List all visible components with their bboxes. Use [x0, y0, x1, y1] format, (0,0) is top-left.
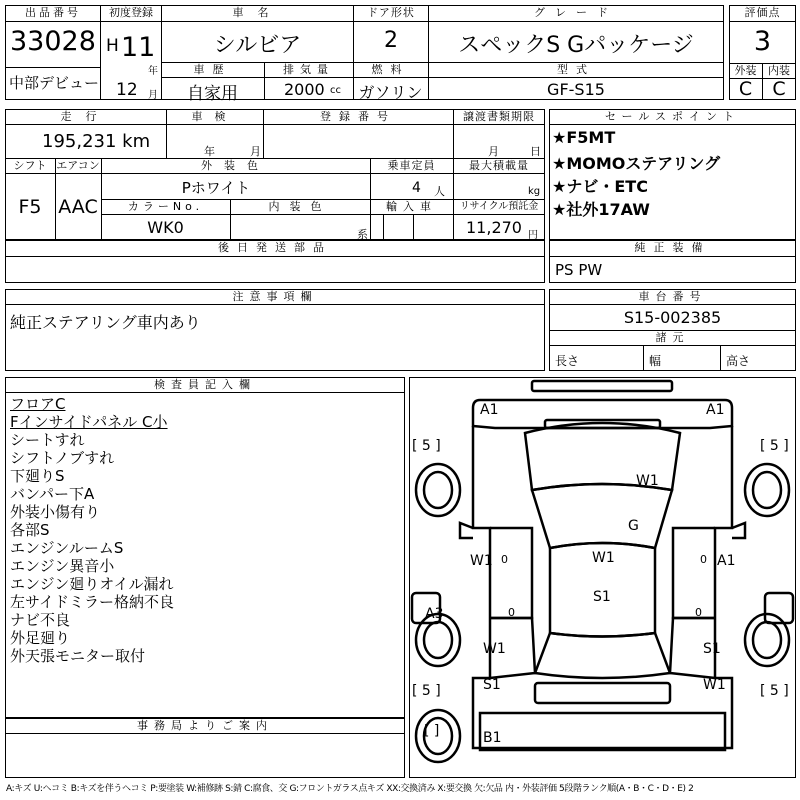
int-color-unit: 系 [357, 228, 368, 241]
interior-grade: C [772, 78, 786, 100]
lot-number-header: 出品番号 [25, 6, 81, 19]
spare-tire-label: [ ] [424, 723, 440, 739]
damage-w1-center: W1 [592, 550, 615, 566]
cc-unit: cc [330, 85, 341, 96]
interior-header: 内装 [768, 64, 790, 77]
rear-bumper-shape [480, 713, 725, 750]
office-header: 事務局よりご案内 [137, 719, 273, 732]
inspector-line: 各部S [10, 521, 50, 539]
int-color-header: 内装色 [268, 200, 332, 213]
dims-header: 諸元 [655, 331, 690, 344]
sales-point: ★MOMOステアリング [552, 154, 721, 173]
inspection-header: 車検 [191, 110, 238, 123]
inspector-line: エンジン異音小 [10, 557, 115, 575]
damage-a3-left: A3 [425, 606, 444, 622]
year-value: 11 [121, 32, 156, 63]
trunk-shape [535, 683, 670, 703]
ac-header: エアコン [56, 159, 100, 172]
max-load-header: 最大積載量 [469, 159, 529, 172]
rear-window-shape [535, 633, 670, 678]
ext-color-header: 外装色 [201, 159, 270, 172]
exterior-grade: C [738, 78, 753, 100]
genuine-header: 純正装備 [634, 241, 711, 254]
transfer-month-unit: 月 [488, 145, 499, 158]
inspector-header: 検査員記入欄 [154, 378, 256, 391]
length-label: 長さ [555, 354, 580, 368]
body-shape [473, 426, 732, 748]
car-name-header: 車名 [232, 6, 283, 19]
color-no-value: WK0 [147, 218, 184, 237]
tire-rear-left: [ 5 ] [412, 683, 441, 699]
damage-zero-left-fender: 0 [501, 553, 508, 566]
ext-color-value: Pホワイト [181, 179, 251, 197]
front-right-wheel-inner [753, 472, 781, 508]
score-value: 3 [753, 26, 772, 57]
rear-left-wheel-inner [424, 622, 452, 658]
mileage-value: 195,231 km [42, 131, 151, 152]
right-mirror-shape [732, 523, 745, 538]
first-reg-header: 初度登録 [109, 6, 153, 19]
displacement-header: 排気量 [283, 63, 334, 76]
chassis-header: 車台番号 [638, 290, 707, 303]
yen-unit: 円 [528, 230, 538, 241]
sales-points-header: セールスポイント [604, 110, 740, 123]
front-bumper-shape [532, 381, 672, 391]
mileage-header: 走行 [60, 110, 111, 123]
inspector-lines [10, 395, 174, 665]
transfer-header: 譲渡書類期限 [463, 110, 535, 123]
transfer-day-unit: 日 [530, 145, 541, 158]
model-value: GF-S15 [547, 80, 605, 99]
info-grid [5, 109, 545, 240]
damage-s1-left-rear: S1 [483, 677, 501, 693]
tire-front-right: [ 5 ] [760, 438, 789, 454]
genuine-value: PS PW [555, 261, 603, 279]
height-label: 高さ [726, 354, 751, 368]
month-unit: 月 [148, 90, 158, 101]
left-mirror-shape [460, 523, 473, 538]
damage-b1-rear: B1 [483, 730, 502, 746]
color-no-header: カラーNo. [127, 200, 204, 213]
exterior-header: 外装 [734, 64, 757, 77]
sales-point: ★F5MT [552, 128, 616, 147]
legend-text: A:キズ U:ヘコミ B:キズを伴うヘコミ P:要塗装 W:補修跡 S:錆 C:腐食、交 G:フロントガラス点キズ XX:交換済み X:要交換 欠:欠品 内・外装評価 5段階ランク順(A・B・C・D・E) 2 [6, 784, 694, 794]
era-label: H [106, 36, 119, 56]
right-door-shape [673, 528, 715, 618]
capacity-value: 4 [412, 180, 421, 196]
fuel-value: ガソリン [358, 83, 423, 102]
history-header: 車歴 [193, 63, 232, 76]
damage-zero-right-fender: 0 [700, 553, 707, 566]
displacement-value: 2000 [284, 80, 325, 99]
capacity-header: 乗車定員 [387, 159, 436, 172]
shift-value: F5 [18, 196, 42, 218]
shift-header: シフト [13, 159, 47, 172]
car-diagram [409, 377, 796, 778]
recycle-header: リサイクル預託金 [459, 201, 539, 212]
inspector-line: シートすれ [10, 431, 85, 449]
ac-value: AAC [58, 196, 98, 218]
tire-front-left: [ 5 ] [412, 438, 441, 454]
inspector-line: 左サイドミラー格納不良 [10, 593, 174, 611]
damage-a1-front-left: A1 [480, 402, 499, 418]
capacity-unit: 人 [434, 185, 445, 198]
rear-right-wheel-inner [753, 622, 781, 658]
notes-value: 純正ステアリング車内あり [10, 313, 201, 332]
inspector-line: シフトノブすれ [10, 449, 115, 467]
fuel-header: 燃料 [371, 63, 410, 76]
inspector-line: 外装小傷有り [10, 503, 101, 521]
inspection-month-unit: 月 [250, 145, 261, 158]
grade-header: グレード [534, 6, 618, 19]
front-left-wheel-inner [424, 472, 452, 508]
damage-zero-left-door: 0 [508, 606, 515, 619]
door-value: 2 [384, 28, 398, 53]
car-outline-svg [410, 378, 795, 777]
chassis-number: S15-002385 [623, 308, 722, 327]
car-name: シルビア [213, 33, 302, 58]
damage-a1-right-fender: A1 [717, 553, 736, 569]
damage-w1-hood: W1 [636, 473, 659, 489]
later-parts-header: 後日発送部品 [218, 241, 332, 254]
damage-a1-front-right: A1 [706, 402, 725, 418]
width-label: 幅 [649, 354, 662, 368]
inspector-line: エンジン廻りオイル漏れ [10, 575, 174, 593]
inspector-line: 外足廻り [10, 629, 71, 647]
model-header: 型式 [557, 63, 595, 76]
tire-rear-right: [ 5 ] [760, 683, 789, 699]
import-header: 輸入車 [386, 200, 437, 213]
grade-value: スペックS Gパッケージ [458, 33, 694, 58]
windshield-shape [532, 484, 672, 548]
inspector-line: フロアC [10, 395, 66, 413]
damage-w1-right-rear: W1 [703, 677, 726, 693]
left-door-shape [490, 528, 532, 618]
inspector-line: 下廻りS [10, 467, 65, 485]
debut-label: 中部デビュー [9, 74, 100, 92]
inspector-line: Fインサイドパネル C小 [10, 413, 168, 431]
sales-point: ★社外17AW [552, 200, 650, 219]
sales-point: ★ナビ・ETC [552, 177, 648, 196]
inspector-line: エンジンルームS [10, 539, 124, 557]
damage-s1-center: S1 [593, 589, 611, 605]
damage-w1-left-fender: W1 [470, 553, 493, 569]
notes-header: 注意事項欄 [232, 290, 318, 303]
damage-zero-right-door: 0 [695, 606, 702, 619]
damage-s1-right-door: S1 [703, 641, 721, 657]
score-header: 評価点 [744, 6, 781, 19]
damage-g-glass: G [628, 518, 639, 534]
month-value: 12 [116, 80, 138, 100]
inspector-line: ナビ不良 [10, 611, 71, 629]
load-unit: kg [528, 186, 541, 197]
recycle-value: 11,270 [466, 218, 522, 237]
lot-number: 33028 [10, 26, 96, 57]
year-unit: 年 [148, 66, 158, 77]
reg-number-header: 登録番号 [320, 110, 396, 123]
damage-w1-left-door: W1 [483, 641, 506, 657]
history-value: 自家用 [187, 84, 238, 104]
inspector-line: 外天張モニター取付 [10, 647, 146, 665]
inspector-line: バンパー下A [10, 485, 95, 503]
door-header: ドア形状 [367, 6, 415, 19]
inspection-year-unit: 年 [204, 145, 215, 158]
